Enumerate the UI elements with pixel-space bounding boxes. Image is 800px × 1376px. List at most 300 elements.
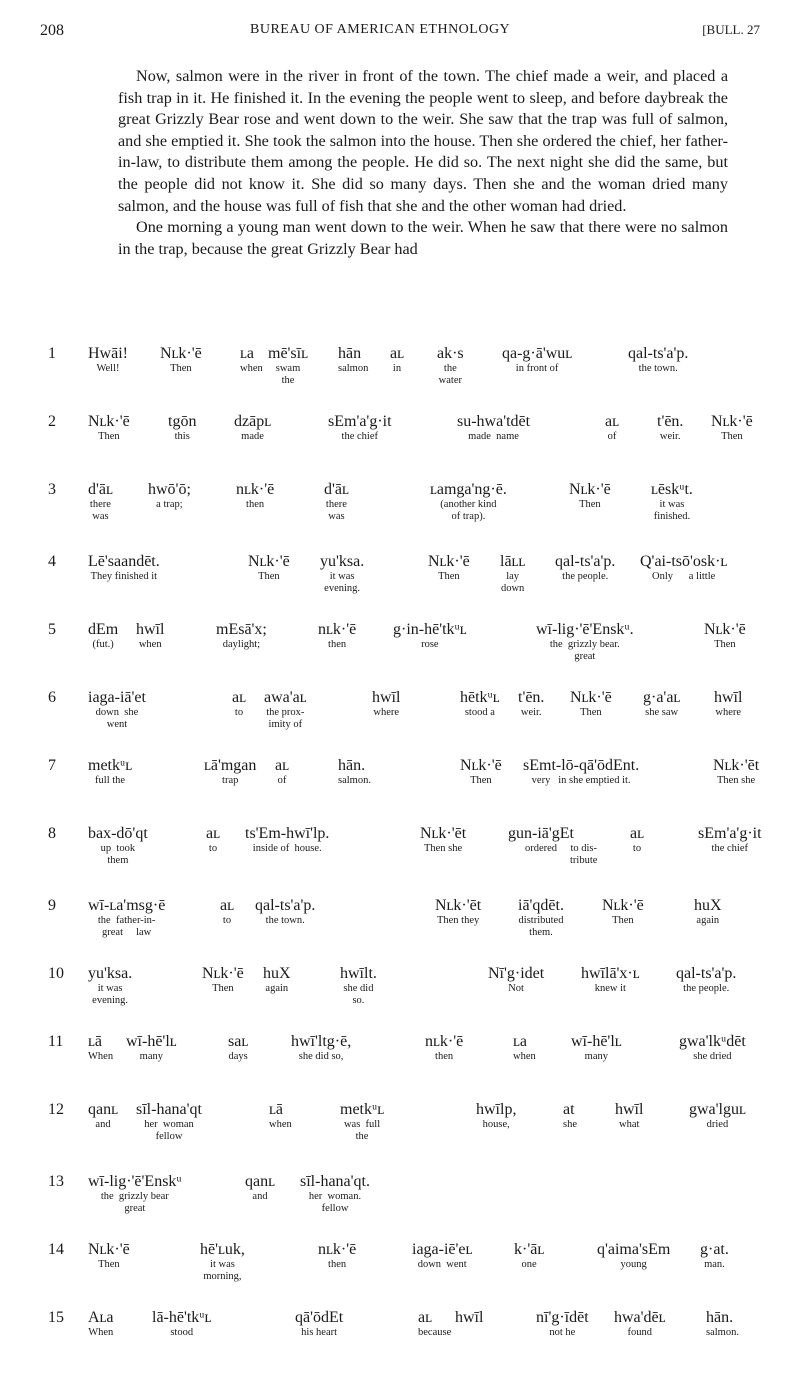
- word-pair: [630, 824, 644, 855]
- native-word: Nʟk·'ē: [569, 481, 611, 498]
- native-word: hwī'ltg·ē,: [291, 1033, 352, 1050]
- english-gloss: the people.: [562, 571, 609, 582]
- english-gloss: very in she emptied it.: [531, 775, 631, 786]
- prose-paragraph: One morning a young man went down to the weir. When he saw that there were no salmon in the trap, because the great Grizzly Bear had: [118, 218, 728, 258]
- translation-prose: [118, 66, 728, 260]
- interlinear-line: [0, 1240, 800, 1308]
- native-word: wī-lig·'ē'Enskᵘ: [88, 1173, 182, 1190]
- word-pair: [615, 1100, 643, 1131]
- native-word: Nʟk·'ē: [711, 413, 753, 430]
- line-number: 11: [48, 1033, 64, 1050]
- word-pair: [232, 688, 246, 719]
- word-pair: [88, 1240, 130, 1271]
- word-pair: [275, 756, 289, 787]
- native-word: hān: [338, 345, 362, 362]
- line-number: 2: [48, 413, 56, 430]
- word-pair: [714, 688, 742, 719]
- native-word: mē'sīʟ: [268, 345, 308, 362]
- interlinear-line: [0, 344, 800, 412]
- native-word: metkᵘʟ: [88, 757, 133, 774]
- word-pair: [457, 412, 530, 443]
- word-pair: [657, 412, 683, 443]
- native-word: g·at.: [700, 1241, 729, 1258]
- word-pair: [340, 964, 377, 1006]
- native-word: aʟ: [418, 1309, 432, 1326]
- word-pair: [300, 1172, 370, 1214]
- native-word: dzāpʟ: [234, 413, 272, 430]
- word-pair: [694, 896, 722, 927]
- native-word: ts'Em-hwī'lp.: [245, 825, 330, 842]
- native-word: hwīl: [136, 621, 165, 638]
- word-pair: [202, 964, 244, 995]
- native-word: nʟk·'ē: [318, 621, 357, 638]
- english-gloss: and: [95, 1119, 111, 1130]
- english-gloss: Then: [98, 431, 120, 442]
- page-number: 208: [40, 22, 64, 39]
- word-pair: [264, 688, 307, 730]
- line-number: 6: [48, 689, 56, 706]
- native-word: hwa'dēʟ: [614, 1309, 666, 1326]
- native-word: huX: [694, 897, 722, 914]
- word-pair: [88, 1100, 118, 1131]
- native-word: Nʟk·'ē: [88, 413, 130, 430]
- native-word: hwīl: [455, 1309, 484, 1326]
- word-pair: [555, 552, 615, 583]
- native-word: nī'g·īdēt: [536, 1309, 589, 1326]
- english-gloss: a trap;: [156, 499, 183, 510]
- native-word: d'āʟ: [88, 481, 113, 498]
- word-pair: [676, 964, 736, 995]
- english-gloss: days: [228, 1051, 248, 1062]
- native-word: ʟēskᵘt.: [651, 481, 693, 498]
- english-gloss: Then she: [716, 775, 756, 786]
- word-pair: [152, 1308, 211, 1339]
- english-gloss: young: [620, 1259, 647, 1270]
- word-pair: [88, 756, 132, 787]
- native-word: saʟ: [228, 1033, 249, 1050]
- english-gloss: again: [265, 983, 289, 994]
- native-word: Nʟk·'ē: [88, 1241, 130, 1258]
- native-word: hwō'ō;: [148, 481, 191, 498]
- english-gloss: in: [392, 363, 402, 374]
- native-word: yu'ksa.: [320, 553, 365, 570]
- interlinear-line: [0, 824, 800, 896]
- native-word: sEm'a'g·it: [698, 825, 762, 842]
- english-gloss: again: [696, 915, 720, 926]
- line-number: 4: [48, 553, 56, 570]
- native-word: t'ēn.: [657, 413, 684, 430]
- interlinear-line: [0, 688, 800, 756]
- word-pair: [425, 1032, 463, 1063]
- word-pair: [605, 412, 619, 443]
- word-pair: [711, 412, 753, 443]
- word-pair: [236, 480, 274, 511]
- line-number: 5: [48, 621, 56, 638]
- native-word: su-hwa'tdēt: [457, 413, 531, 430]
- native-word: d'āʟ: [324, 481, 349, 498]
- word-pair: [88, 688, 146, 730]
- word-pair: [136, 1100, 202, 1142]
- word-pair: [628, 344, 688, 375]
- english-gloss: Then: [580, 707, 602, 718]
- english-gloss: made: [241, 431, 264, 442]
- english-gloss: Then: [612, 915, 634, 926]
- native-word: iaga-iē'eʟ: [412, 1241, 473, 1258]
- native-word: sīl-hana'qt: [136, 1101, 202, 1118]
- english-gloss: swam the: [275, 363, 301, 386]
- native-word: ak·s: [437, 345, 464, 362]
- english-gloss: the town.: [638, 363, 678, 374]
- english-gloss: down went: [417, 1259, 467, 1270]
- native-word: qanʟ: [245, 1173, 275, 1190]
- word-pair: [220, 896, 234, 927]
- english-gloss: the chief: [711, 843, 748, 854]
- native-word: hwīl: [372, 689, 401, 706]
- word-pair: [324, 480, 349, 522]
- word-pair: [216, 620, 267, 651]
- english-gloss: inside of house.: [252, 843, 322, 854]
- native-word: Nʟk·'ē: [460, 757, 502, 774]
- native-word: lā-hē'tkᵘʟ: [152, 1309, 212, 1326]
- native-word: nʟk·'ē: [425, 1033, 464, 1050]
- english-gloss: to: [632, 843, 642, 854]
- line-number: 3: [48, 481, 56, 498]
- english-gloss: to dis- tribute: [570, 843, 598, 866]
- word-pair: [318, 620, 356, 651]
- native-word: mEsā'x;: [216, 621, 267, 638]
- native-word: sEm'a'g·it: [328, 413, 392, 430]
- word-pair: [563, 1100, 577, 1131]
- english-gloss: many: [139, 1051, 163, 1062]
- english-gloss: Then: [212, 983, 234, 994]
- english-gloss: salmon: [338, 363, 369, 374]
- native-word: gun-iā'gEt: [508, 825, 574, 842]
- english-gloss: the water: [438, 363, 462, 386]
- line-number: 12: [48, 1101, 64, 1118]
- interlinear-line: [0, 964, 800, 1032]
- native-word: Nʟk·'ēt: [435, 897, 482, 914]
- english-gloss: this: [174, 431, 190, 442]
- word-pair: [88, 1032, 113, 1063]
- word-pair: [338, 344, 368, 375]
- word-pair: [700, 1240, 729, 1271]
- native-word: nʟk·'ē: [236, 481, 275, 498]
- native-word: hān.: [706, 1309, 734, 1326]
- native-word: qā'ōdEt: [295, 1309, 344, 1326]
- interlinear-line: [0, 756, 800, 824]
- word-pair: [291, 1032, 351, 1063]
- native-word: gwa'lguʟ: [689, 1101, 746, 1118]
- word-pair: [268, 344, 308, 386]
- word-pair: [320, 552, 364, 594]
- english-gloss: where: [373, 707, 400, 718]
- english-gloss: Only a little: [652, 571, 716, 582]
- english-gloss: then: [435, 1051, 454, 1062]
- word-pair: [88, 480, 113, 522]
- english-gloss: They finished it: [90, 571, 158, 582]
- native-word: Nī'g·idet: [488, 965, 545, 982]
- word-pair: [713, 756, 759, 787]
- native-word: ʟa: [513, 1033, 527, 1050]
- word-pair: [704, 620, 746, 651]
- english-gloss: Then: [714, 639, 736, 650]
- word-pair: [328, 412, 392, 443]
- word-pair: [514, 1240, 544, 1271]
- native-word: hwīlā'x·ʟ: [581, 965, 640, 982]
- word-pair: [570, 688, 612, 719]
- word-pair: [295, 1308, 343, 1339]
- english-gloss: Well!: [96, 363, 120, 374]
- english-gloss: then: [246, 499, 265, 510]
- native-word: hān.: [338, 757, 366, 774]
- native-word: sīl-hana'qt.: [300, 1173, 370, 1190]
- native-word: Nʟk·'ē: [602, 897, 644, 914]
- word-pair: [390, 344, 404, 375]
- native-word: Nʟk·'ē: [248, 553, 290, 570]
- english-gloss: lay down: [500, 571, 525, 594]
- word-pair: [570, 824, 597, 866]
- native-word: awa'aʟ: [264, 689, 307, 706]
- english-gloss: house,: [482, 1119, 510, 1130]
- english-gloss: Then they: [436, 915, 480, 926]
- line-number: 1: [48, 345, 56, 362]
- word-pair: [569, 480, 611, 511]
- native-word: dEm: [88, 621, 119, 638]
- english-gloss: ordered: [524, 843, 558, 854]
- native-word: t'ēn.: [518, 689, 545, 706]
- word-pair: [245, 824, 329, 855]
- word-pair: [536, 620, 634, 662]
- english-gloss: the father-in- great law: [97, 915, 156, 938]
- native-word: hwīlp,: [476, 1101, 517, 1118]
- interlinear-line: [0, 1308, 800, 1376]
- line-number: 7: [48, 757, 56, 774]
- word-pair: [640, 552, 727, 583]
- native-word: gwa'lkᵘdēt: [679, 1033, 746, 1050]
- native-word: [570, 824, 597, 843]
- english-gloss: down she went: [95, 707, 139, 730]
- native-word: qal-ts'a'p.: [255, 897, 316, 914]
- word-pair: [234, 412, 271, 443]
- english-gloss: in front of: [515, 363, 559, 374]
- running-title: BUREAU OF AMERICAN ETHNOLOGY: [250, 22, 511, 37]
- native-word: Nʟk·'ē: [570, 689, 612, 706]
- native-word: wī-hē'lʟ: [126, 1033, 177, 1050]
- native-word: qa-g·ā'wuʟ: [502, 345, 573, 362]
- english-gloss: there was: [89, 499, 111, 522]
- native-word: ʟā'mgan: [204, 757, 257, 774]
- english-gloss: it was finished.: [653, 499, 691, 522]
- english-gloss: Then: [258, 571, 280, 582]
- english-gloss: where: [715, 707, 742, 718]
- english-gloss: daylight;: [222, 639, 261, 650]
- native-word: Nʟk·'ē: [704, 621, 746, 638]
- word-pair: [168, 412, 196, 443]
- native-word: iaga-iā'et: [88, 689, 146, 706]
- english-gloss: man.: [704, 1259, 725, 1270]
- native-word: hētkᵘʟ: [460, 689, 500, 706]
- word-pair: [126, 1032, 177, 1063]
- english-gloss: she did so,: [298, 1051, 344, 1062]
- english-gloss: when: [269, 1119, 292, 1130]
- word-pair: [679, 1032, 746, 1063]
- word-pair: [597, 1240, 670, 1271]
- word-pair: [536, 1308, 589, 1339]
- native-word: hwīl: [714, 689, 743, 706]
- word-pair: [204, 756, 256, 787]
- word-pair: [502, 344, 572, 375]
- word-pair: [476, 1100, 516, 1131]
- native-word: qal-ts'a'p.: [676, 965, 737, 982]
- word-pair: [500, 552, 525, 594]
- native-word: tgōn: [168, 413, 197, 430]
- native-word: hē'ʟuk,: [200, 1241, 245, 1258]
- english-gloss: the people.: [683, 983, 730, 994]
- native-word: ʟā: [269, 1101, 283, 1118]
- english-gloss: full the: [95, 775, 126, 786]
- word-pair: [420, 824, 466, 855]
- word-pair: [228, 1032, 248, 1063]
- word-pair: [88, 1308, 114, 1339]
- english-gloss: up took them: [100, 843, 136, 866]
- line-number: 8: [48, 825, 56, 842]
- interlinear-line: [0, 412, 800, 480]
- word-pair: [518, 688, 544, 719]
- word-pair: [340, 1100, 384, 1142]
- english-gloss: weir.: [659, 431, 681, 442]
- word-pair: [488, 964, 544, 995]
- english-gloss: salmon.: [706, 1327, 739, 1338]
- word-pair: [437, 344, 464, 386]
- line-number: 15: [48, 1309, 64, 1326]
- english-gloss: she saw: [645, 707, 679, 718]
- english-gloss: Then: [579, 499, 601, 510]
- word-pair: [706, 1308, 739, 1339]
- english-gloss: her woman fellow: [144, 1119, 194, 1142]
- word-pair: [318, 1240, 356, 1271]
- english-gloss: the grizzly bear great: [100, 1191, 169, 1214]
- word-pair: [435, 896, 481, 927]
- native-word: aʟ: [206, 825, 220, 842]
- word-pair: [460, 688, 500, 719]
- interlinear-line: [0, 480, 800, 552]
- native-word: ʟamga'ng·ē.: [430, 481, 507, 498]
- english-gloss: stood a: [464, 707, 495, 718]
- english-gloss: Then: [98, 1259, 120, 1270]
- native-word: hwīl: [615, 1101, 644, 1118]
- word-pair: [602, 896, 644, 927]
- english-gloss: of: [607, 431, 617, 442]
- word-pair: [248, 552, 290, 583]
- native-word: iā'qdēt.: [518, 897, 564, 914]
- native-word: qal-ts'a'p.: [555, 553, 616, 570]
- english-gloss: Then: [170, 363, 192, 374]
- word-pair: [513, 1032, 536, 1063]
- english-gloss: to: [208, 843, 218, 854]
- english-gloss: she dried: [693, 1051, 732, 1062]
- native-word: Lē'saandēt.: [88, 553, 160, 570]
- word-pair: [460, 756, 502, 787]
- line-number: 10: [48, 965, 64, 982]
- line-number: 13: [48, 1173, 64, 1190]
- english-gloss: found: [627, 1327, 652, 1338]
- native-word: Nʟk·'ē: [160, 345, 202, 362]
- native-word: Q'ai-tsō'osk·ʟ: [640, 553, 728, 570]
- english-gloss: (fut.): [92, 639, 114, 650]
- word-pair: [418, 1308, 451, 1339]
- word-pair: [88, 1172, 182, 1214]
- english-gloss: When: [88, 1051, 114, 1062]
- word-pair: [255, 896, 315, 927]
- native-word: lāʟʟ: [500, 553, 526, 570]
- word-pair: [240, 344, 263, 375]
- english-gloss: When: [88, 1327, 114, 1338]
- english-gloss: Then: [721, 431, 743, 442]
- english-gloss: to: [234, 707, 244, 718]
- word-pair: [430, 480, 507, 522]
- english-gloss: the prox- imity of: [266, 707, 305, 730]
- interlinear-line: [0, 1100, 800, 1172]
- english-gloss: of: [277, 775, 287, 786]
- native-word: at: [563, 1101, 575, 1118]
- native-word: hwīlt.: [340, 965, 377, 982]
- english-gloss: it was evening.: [324, 571, 361, 594]
- english-gloss: when: [513, 1051, 536, 1062]
- english-gloss: it was morning,: [203, 1259, 242, 1282]
- english-gloss: then: [328, 639, 347, 650]
- interlinear-line: [0, 620, 800, 688]
- english-gloss: what: [619, 1119, 640, 1130]
- english-gloss: made name: [468, 431, 519, 442]
- english-gloss: she did so.: [343, 983, 374, 1006]
- english-gloss: stood: [170, 1327, 194, 1338]
- english-gloss: dried: [706, 1119, 729, 1130]
- word-pair: [455, 1308, 483, 1327]
- english-gloss: rose: [421, 639, 439, 650]
- word-pair: [651, 480, 693, 522]
- native-word: ʟā: [88, 1033, 102, 1050]
- word-pair: [523, 756, 639, 787]
- native-word: yu'ksa.: [88, 965, 133, 982]
- word-pair: [614, 1308, 666, 1339]
- native-word: wī-lig·'ē'Enskᵘ.: [536, 621, 634, 638]
- word-pair: [393, 620, 467, 651]
- interlinear-line: [0, 552, 800, 620]
- english-gloss: many: [584, 1051, 608, 1062]
- interlinear-line: [0, 1032, 800, 1100]
- native-word: Aʟa: [88, 1309, 114, 1326]
- native-word: Nʟk·'ēt: [420, 825, 467, 842]
- native-word: huX: [263, 965, 291, 982]
- english-gloss: trap: [222, 775, 239, 786]
- word-pair: [263, 964, 291, 995]
- native-word: Nʟk·'ē: [202, 965, 244, 982]
- english-gloss: weir.: [520, 707, 542, 718]
- word-pair: [372, 688, 400, 719]
- word-pair: [148, 480, 191, 511]
- english-gloss: Then she: [423, 843, 463, 854]
- native-word: qal-ts'a'p.: [628, 345, 689, 362]
- word-pair: [689, 1100, 746, 1131]
- native-word: g·in-hē'tkᵘʟ: [393, 621, 467, 638]
- native-word: Nʟk·'ēt: [713, 757, 760, 774]
- word-pair: [571, 1032, 622, 1063]
- word-pair: [643, 688, 680, 719]
- english-gloss: (another kind of trap).: [440, 499, 497, 522]
- prose-paragraph: Now, salmon were in the river in front of the town. The chief made a weir, and placed a fish trap in it. He finished it. In the evening the people went to sleep, and before daybreak the great Grizzly Bear rose and went down to the weir. She saw that the trap was full of salmon, and she emptied it. She took the salmon into the house. Then she ordered the chief, her father-in-law, to distribute them among the people. He did so. The next night she did the same, but the people did not know it. She did so many days. Then she and the woman dried many salmon, and the house was full of fish that she and the other woman had dried.: [118, 67, 728, 215]
- word-pair: [245, 1172, 275, 1203]
- word-pair: [338, 756, 371, 787]
